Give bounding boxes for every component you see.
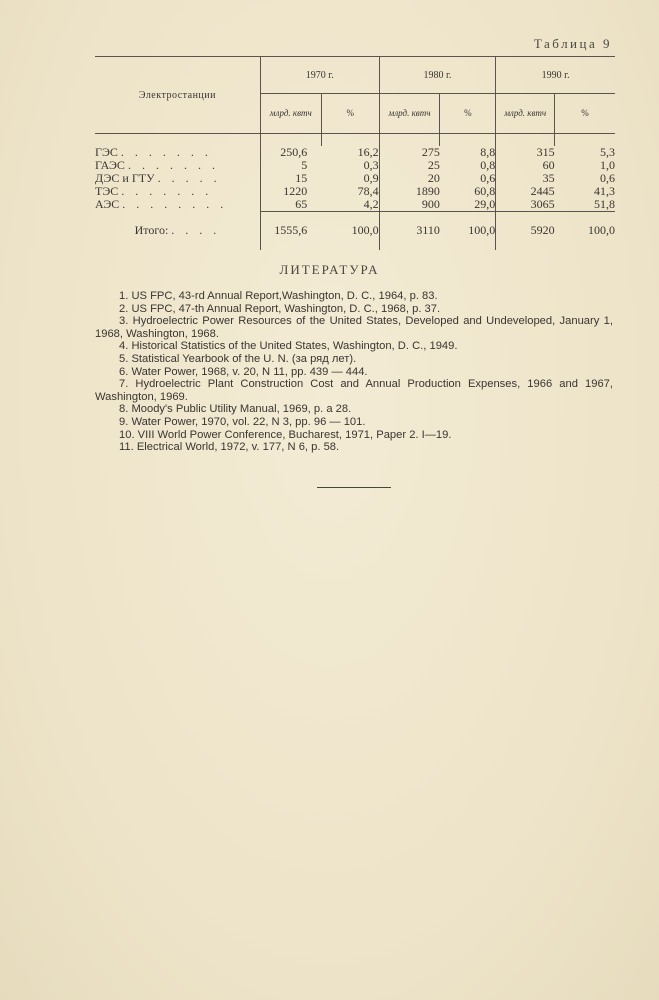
reference-item: 1. US FPC, 43-rd Annual Report,Washington, D. C., 1964, p. 83. — [119, 290, 438, 302]
power-stations-table — [95, 56, 615, 250]
reference-item: 11. Electrical World, 1972, v. 177, N 6, p. 58. — [119, 441, 340, 454]
reference-list — [95, 290, 613, 454]
station-name: ДЭС и ГТУ — [95, 171, 155, 185]
table-row: ГАЭС . . . . . . . 5 0,3 25 0,8 60 1,0 — [95, 158, 615, 172]
reference-item: 2. US FPC, 47-th Annual Report, Washington, D. C., 1968, p. 37. — [119, 302, 441, 315]
year-header-1990: 1990 г. — [496, 57, 615, 94]
table-row: ДЭС и ГТУ . . . . . 15 0,9 20 0,6 35 0,6 — [95, 171, 615, 185]
total-label: Итого: — [134, 223, 169, 237]
reference-item: 8. Moody's Public Utility Manual, 1969, p. a 28. — [119, 403, 352, 416]
reference-item: 10. VIII World Power Conference, Bucharest, 1971, Paper 2. I—19. — [119, 428, 452, 441]
year-header-1970: 1970 г. — [260, 57, 379, 94]
reference-item: 6. Water Power, 1968, v. 20, N 11, pp. 439 — 444. — [119, 365, 368, 378]
reference-item: 5. Statistical Yearbook of the U. N. (за ряд лет). — [119, 352, 357, 365]
station-name: ТЭС — [95, 184, 119, 198]
year-header-1980: 1980 г. — [379, 57, 496, 94]
pct-header-1980: % — [440, 94, 496, 134]
pct-header-1970: % — [321, 94, 379, 134]
station-name: АЭС — [95, 197, 120, 212]
unit-header-1980: млрд. квтч — [379, 94, 440, 134]
table-header-row — [95, 57, 615, 94]
pct-header-1990: % — [555, 94, 615, 134]
total-row: Итого: . . . . 1555,6 100,0 3110 100,0 5920 100,0 — [134, 223, 615, 237]
station-name: ГАЭС — [95, 158, 125, 172]
table-caption: Таблица 9 — [533, 36, 612, 51]
reference-item: 7. Hydroelectric Plant Construction Cost and Annual Production Expenses, 1966 and 1967, Washington, 1969. — [95, 378, 613, 403]
reference-item: 9. Water Power, 1970, vol. 22, N 3, pp. 96 — 101. — [119, 415, 366, 428]
table-row: ГЭС . . . . . . . 250,6 16,2 275 8,8 315 5,3 — [95, 145, 615, 159]
table-row: АЭС . . . . . . . . 65 4,2 900 29,0 3065 51,8 — [95, 197, 615, 212]
end-rule — [317, 487, 391, 488]
reference-item: 3. Hydroelectric Power Resources of the United States, Developed and Undeveloped, January 1, 1968, Washington, 1968. — [95, 315, 613, 340]
column-header-stations: Электростанции — [138, 89, 216, 101]
station-name: ГЭС — [95, 145, 118, 159]
literature-title: ЛИТЕРАТУРА — [279, 262, 380, 277]
reference-item: 4. Historical Statistics of the United States, Washington, D. C., 1949. — [119, 340, 458, 353]
unit-header-1970: млрд. квтч — [260, 94, 321, 134]
unit-header-1990: млрд. квтч — [496, 94, 555, 134]
table-row: ТЭС . . . . . . . 1220 78,4 1890 60,8 2445 41,3 — [95, 184, 615, 198]
